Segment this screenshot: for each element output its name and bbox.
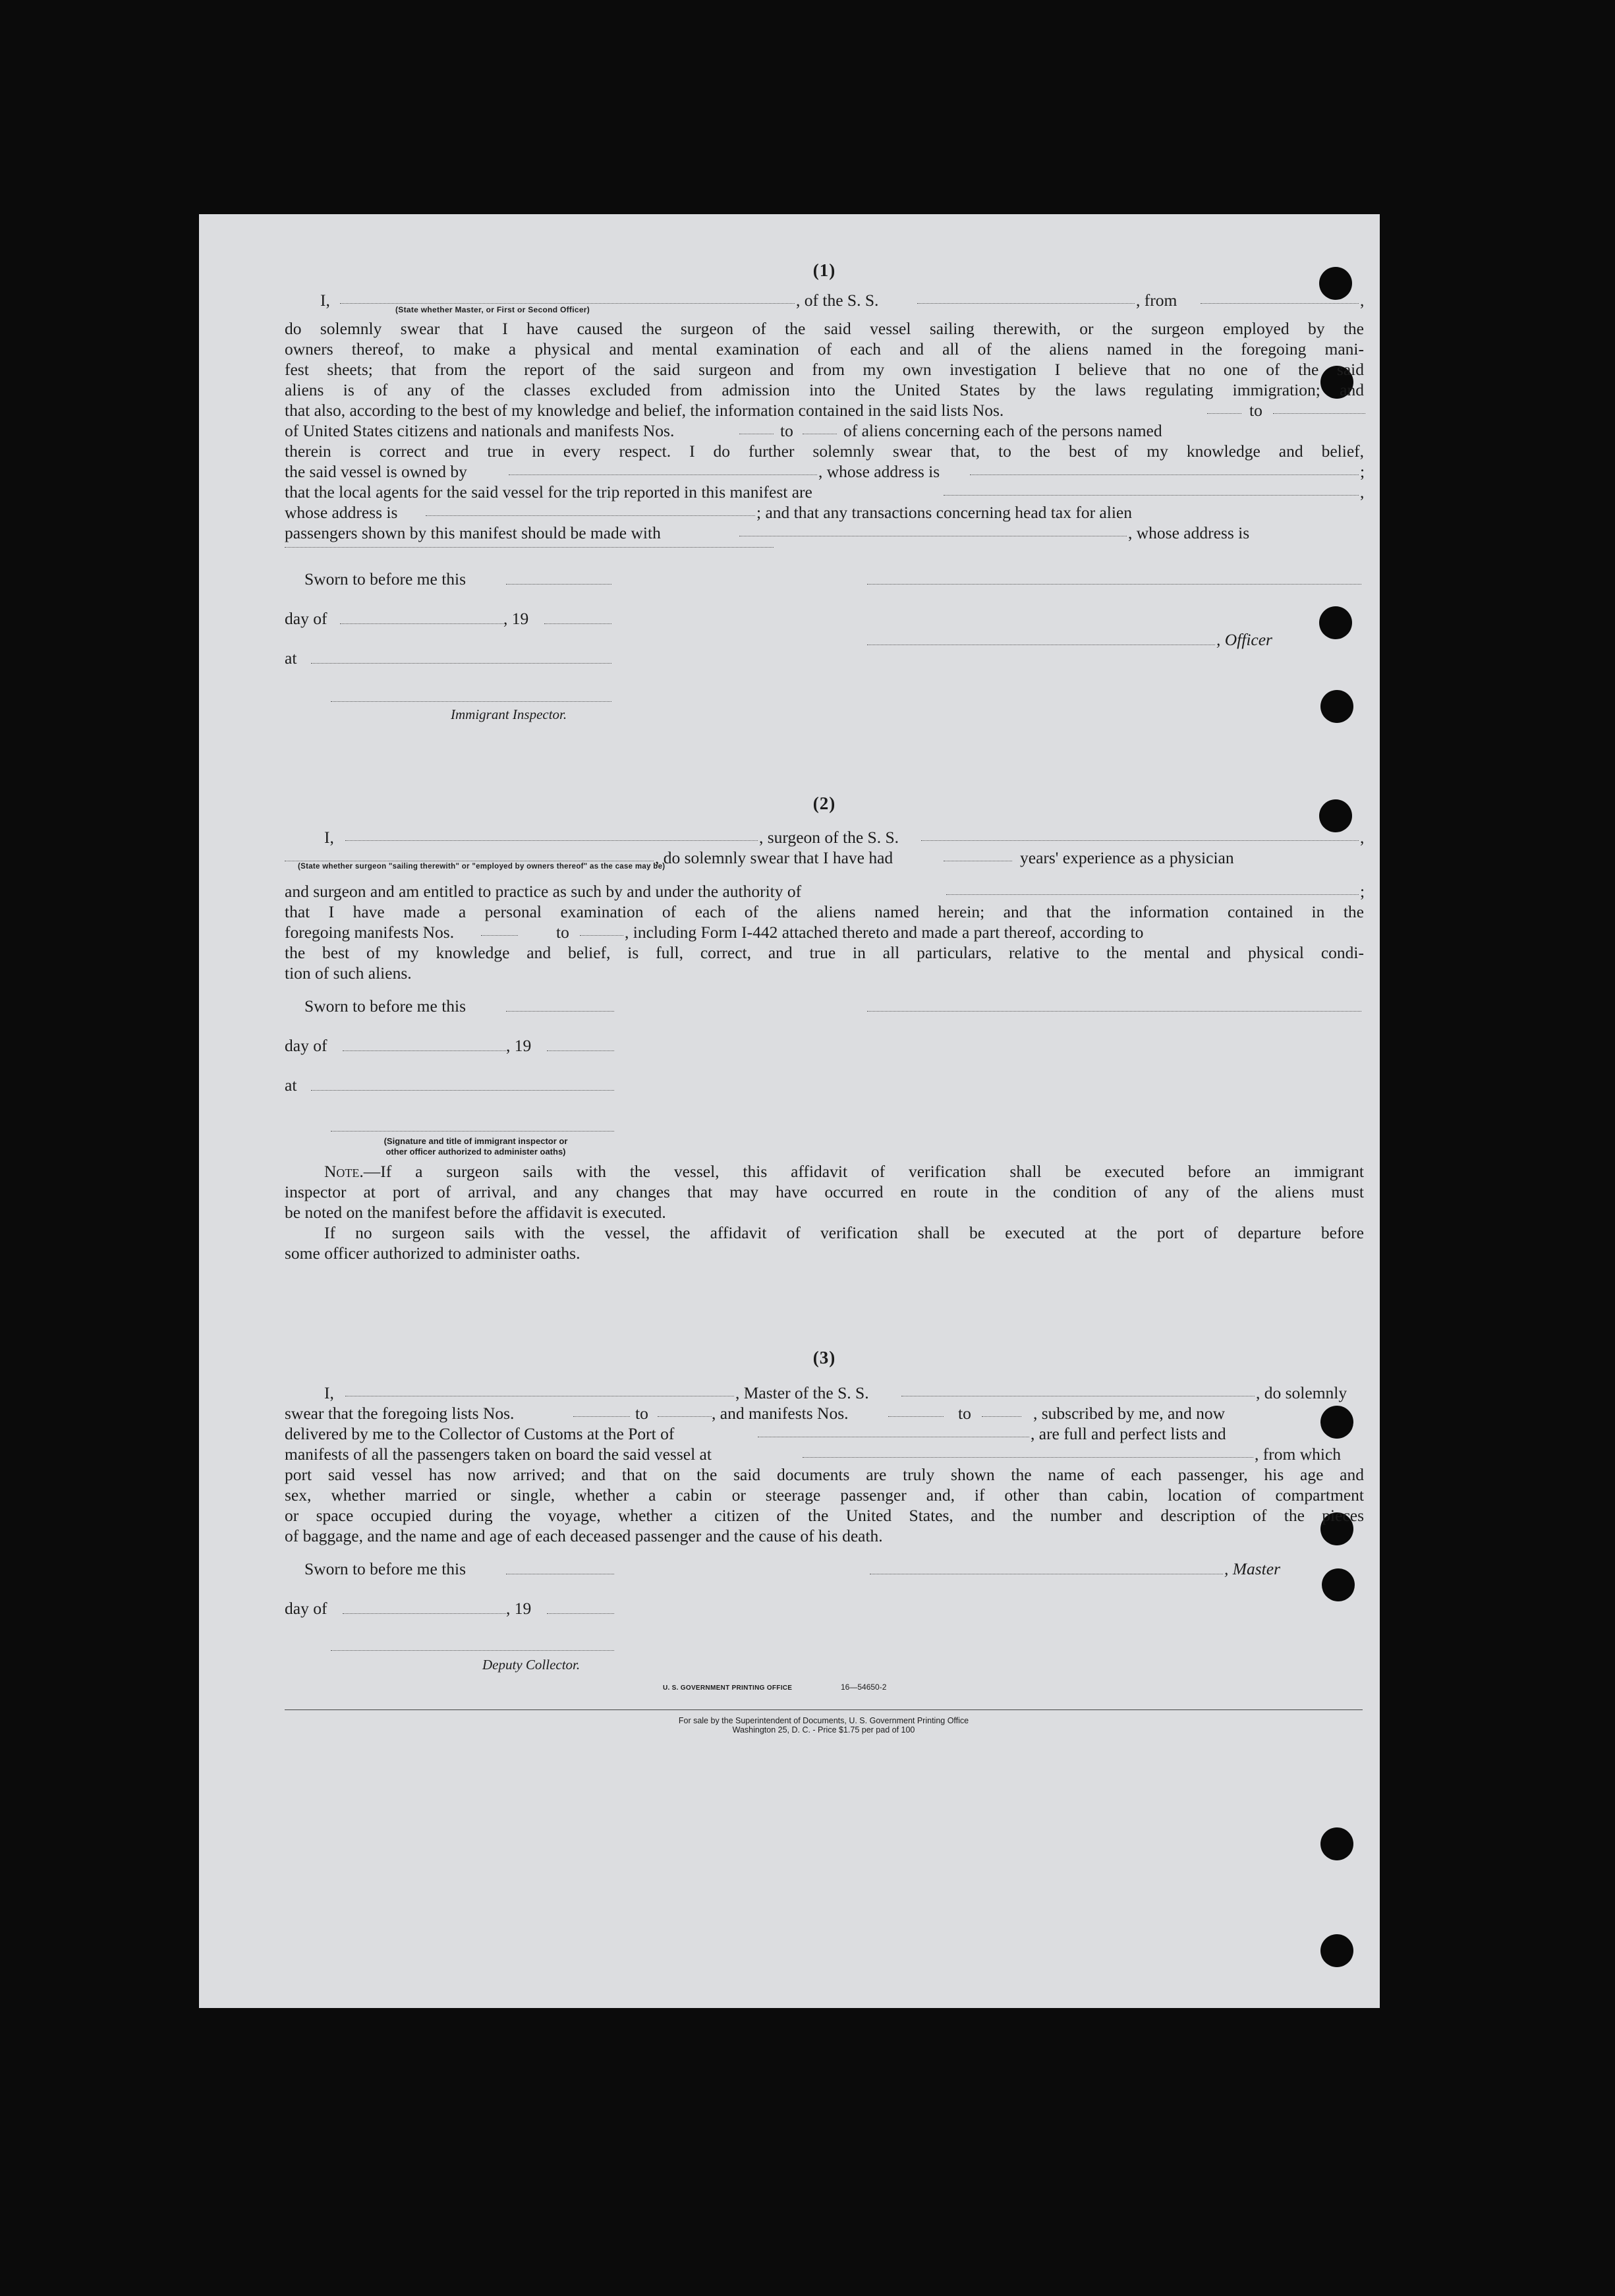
owner-field[interactable] <box>509 474 817 475</box>
text-line: be noted on the manifest before the affidavit is executed. <box>285 1203 666 1222</box>
at-location-field[interactable] <box>311 663 611 664</box>
text-line: swear that the foregoing lists Nos. to , and manifests Nos. to , subscribed by me, and now <box>285 1404 1226 1423</box>
form-content <box>285 260 1364 1744</box>
footer <box>285 1684 1364 1744</box>
section-number: (3) <box>812 1348 836 1367</box>
year-field[interactable] <box>547 1613 614 1614</box>
year-field[interactable] <box>547 1050 614 1051</box>
day-of-field[interactable] <box>343 1613 506 1614</box>
binder-hole <box>1320 1934 1353 1967</box>
address-line <box>285 543 1364 558</box>
affidavit-1-body <box>285 318 1364 558</box>
text-line: whose address is ; and that any transactions concerning head tax for alien <box>285 503 1132 522</box>
manifest-from-field[interactable] <box>481 935 518 936</box>
officer-signature-field[interactable] <box>331 1131 614 1132</box>
text-line: some officer authorized to administer oaths. <box>285 1244 581 1263</box>
section-number: (2) <box>812 793 836 813</box>
collector-signature-field[interactable] <box>331 1650 614 1651</box>
authority-field[interactable] <box>946 894 1359 895</box>
affidavit-2-body <box>285 881 1364 983</box>
port-from-field[interactable] <box>1201 303 1359 304</box>
label-of-ss: , of the S. S. <box>796 291 879 310</box>
manifest-to-field[interactable] <box>580 935 623 936</box>
head-tax-address-field[interactable] <box>285 547 774 548</box>
text-line: the best of my knowledge and belief, is full, correct, and true in all particulars, relative to the mental and physical condi- <box>285 943 1364 962</box>
text-line: of baggage, and the name and age of each deceased passenger and the cause of his death. <box>285 1526 883 1545</box>
list-no-to-field[interactable] <box>1273 413 1365 414</box>
inspector-signature-field[interactable] <box>331 701 611 702</box>
text-line: Note.—If a surgeon sails with the vessel, this affidavit of verification shall be executed before an immigrant <box>324 1162 1364 1181</box>
section3-signatures: Sworn to before me this , Master day of , 19 Deputy Collector. <box>285 1559 1280 1673</box>
section2-signatures: Sworn to before me this day of , 19 at (Signature and title of immigrant inspector or other officer authorized to administer oaths) <box>285 996 1364 1161</box>
master-line: I, , Master of the S. S. , do solemnly <box>324 1383 1347 1402</box>
agents-address-field[interactable] <box>426 515 755 516</box>
text-line: owners thereof, to make a physical and mental examination of each and all of the aliens named in the foregoing mani- <box>285 339 1364 359</box>
form-code: 16—54650-2 <box>841 1682 887 1692</box>
text-line: If no surgeon sails with the vessel, the affidavit of verification shall be executed at the port of departure before <box>324 1223 1364 1242</box>
sworn-date-field[interactable] <box>506 1011 614 1012</box>
surgeon-signature-field[interactable] <box>867 1011 1361 1012</box>
text-line: do solemnly swear that I have caused the surgeon of the said vessel sailing therewith, or the surgeon employed by the <box>285 319 1364 338</box>
year-field[interactable] <box>544 623 611 624</box>
surgeon-note: (State whether surgeon "sailing therewith" or "employed by owners thereof" as the case may be) <box>298 863 666 871</box>
text-line: , do solemnly swear that I have had years' experience as a physician <box>285 847 1364 868</box>
section-number: (1) <box>812 260 836 280</box>
day-of-field[interactable] <box>340 623 503 624</box>
surgeon-vessel-field[interactable] <box>921 840 1359 841</box>
text-line: inspector at port of arrival, and any changes that may have occurred en route in the condition of any of the aliens must <box>285 1182 1364 1201</box>
at-location-field[interactable] <box>311 1090 614 1091</box>
text-line: that I have made a personal examination of each of the aliens named herein; and that the information contained in the <box>285 902 1364 921</box>
surgeon-name-field[interactable] <box>345 840 758 841</box>
day-of-field[interactable] <box>343 1050 506 1051</box>
lists-to-field[interactable] <box>658 1416 712 1417</box>
signature-note: (Signature and title of immigrant inspector or other officer authorized to administer oaths) <box>383 1136 568 1157</box>
owner-address-field[interactable] <box>970 474 1359 475</box>
local-agents-field[interactable] <box>944 495 1359 496</box>
note-block <box>285 1161 1364 1263</box>
manifests-to-field[interactable] <box>982 1416 1021 1417</box>
officer-name-field[interactable] <box>340 303 795 304</box>
text-line: of United States citizens and nationals and manifests Nos. to of aliens concerning each of the persons named <box>285 421 1162 440</box>
footer-rule <box>285 1709 1363 1710</box>
lists-from-field[interactable] <box>573 1416 630 1417</box>
note-heading: Note. <box>324 1162 364 1181</box>
text-line: the said vessel is owned by , whose address is ; <box>285 462 1365 481</box>
officer-signature-field[interactable] <box>867 584 1361 585</box>
form-page <box>199 214 1380 2008</box>
boarding-port-field[interactable] <box>803 1457 1253 1458</box>
sworn-date-field[interactable] <box>506 584 611 585</box>
label-i: I, <box>320 291 330 310</box>
text-line: passengers shown by this manifest should be made with , whose address is <box>285 523 1250 542</box>
text-line: port said vessel has now arrived; and that on the said documents are truly shown the name of each passenger, his age and <box>285 1465 1364 1484</box>
label-from: , from <box>1136 291 1177 310</box>
binder-hole <box>1320 1827 1353 1860</box>
text-line: fest sheets; that from the report of the said surgeon and from my own investigation I believe that no one of the said <box>285 360 1364 379</box>
text-line: or space occupied during the voyage, whether a citizen of the United States, and the number and description of the pieces <box>285 1506 1364 1525</box>
text-line: delivered by me to the Collector of Customs at the Port of , are full and perfect lists and <box>285 1424 1226 1443</box>
section1-signatures: Sworn to before me this day of , 19 , Officer at Immigrant Inspector. <box>285 569 1364 734</box>
manifests-from-field[interactable] <box>888 1416 944 1417</box>
text-line: that also, according to the best of my knowledge and belief, the information contained in the said lists Nos. to <box>285 400 1364 420</box>
list-no-from-field[interactable] <box>1207 413 1241 414</box>
text-line: manifests of all the passengers taken on board the said vessel at , from which <box>285 1445 1342 1464</box>
text-line: therein is correct and true in every respect. I do further solemnly swear that, to the best of my knowledge and belief, <box>285 442 1364 461</box>
officer-note: (State whether Master, or First or Second Officer) <box>395 305 590 314</box>
punctuation: , <box>1360 291 1365 310</box>
vessel-name-field[interactable] <box>917 303 1135 304</box>
gpo-imprint: U. S. GOVERNMENT PRINTING OFFICE <box>663 1684 793 1692</box>
text-line: aliens is of any of the classes excluded from admission into the United States by the laws regulating immigration; and <box>285 380 1364 399</box>
surgeon-line: I, , surgeon of the S. S. , <box>324 828 1365 847</box>
text-line: that the local agents for the said vessel for the trip reported in this manifest are , <box>285 482 1365 502</box>
text-line: and surgeon and am entitled to practice as such by and under the authority of ; <box>285 882 1365 901</box>
sale-notice: For sale by the Superintendent of Documents, U. S. Government Printing Office Washington 25, D. C. - Price $1.75 per pad of 100 <box>678 1716 969 1735</box>
text-line: tion of such aliens. <box>285 963 412 983</box>
text-line: foregoing manifests Nos. to , including Form I-442 attached thereto and made a part thereof, according to <box>285 923 1144 942</box>
text-line: sex, whether married or single, whether a cabin or steerage passenger and, if other than cabin, location of compartment <box>285 1485 1364 1505</box>
